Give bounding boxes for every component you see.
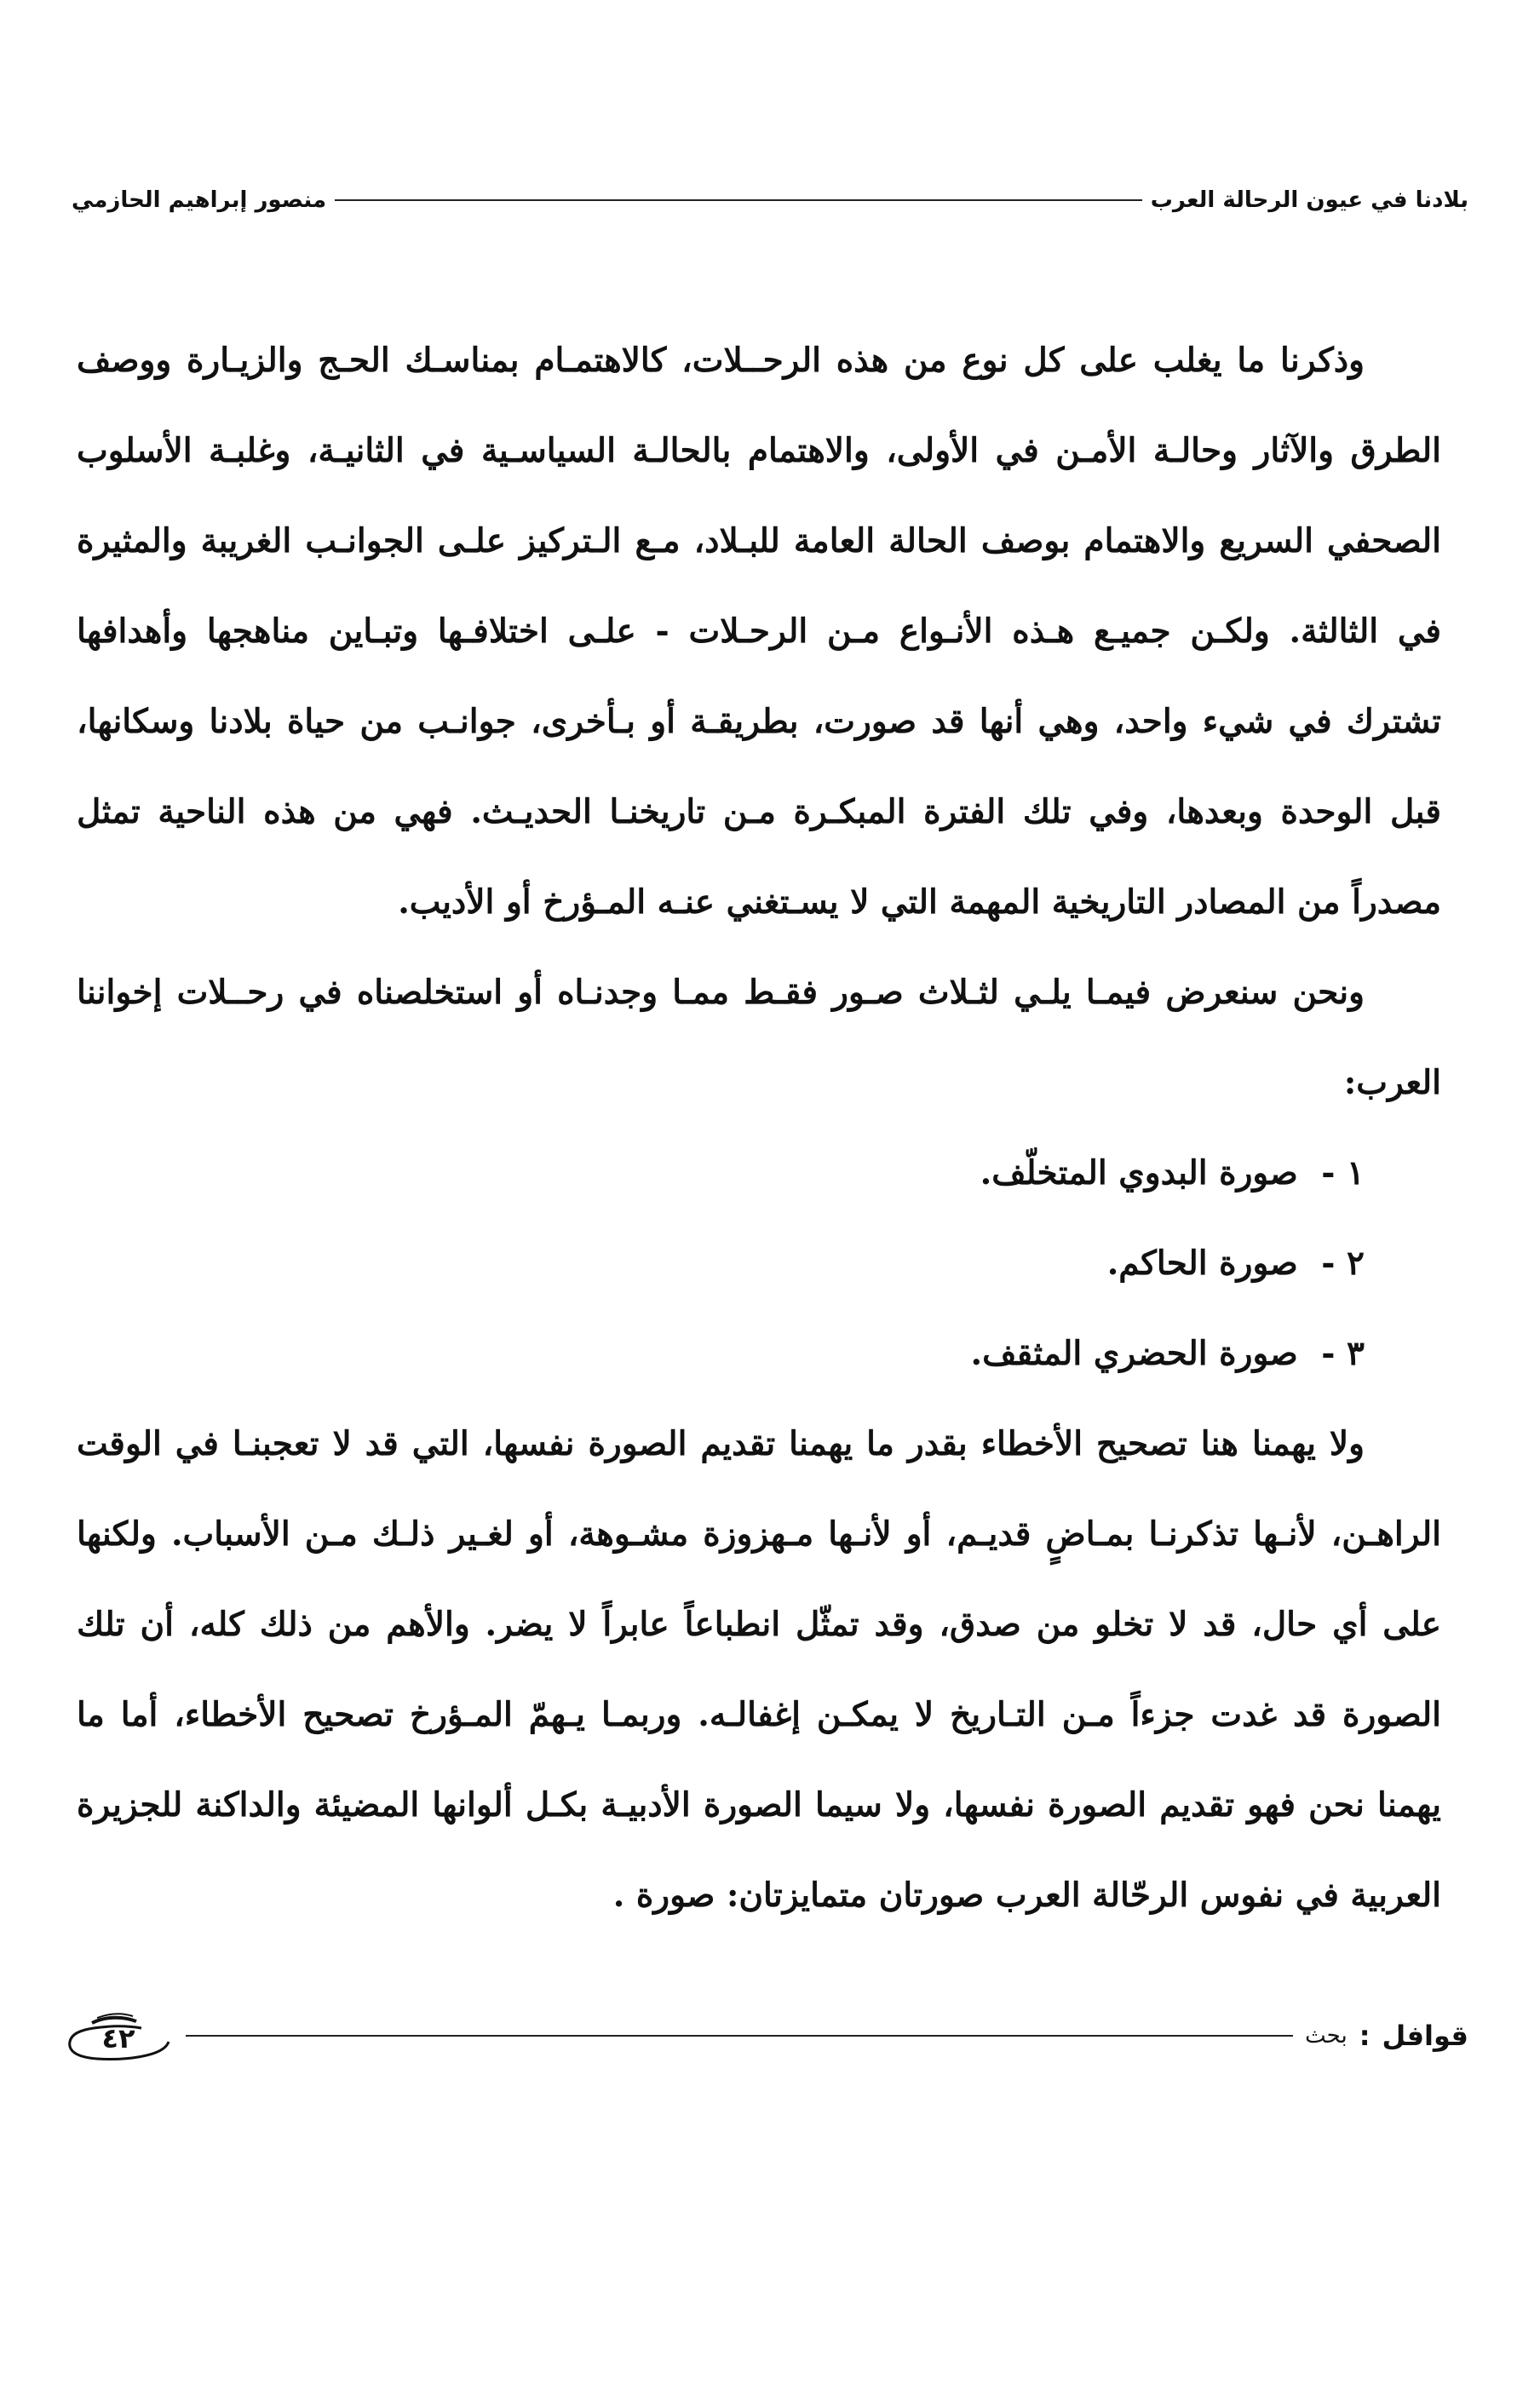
numbered-list — [77, 1128, 1441, 1399]
running-footer — [63, 2002, 1468, 2070]
list-item-text: صورة البدوي المتخلّف. — [980, 1153, 1298, 1192]
list-item-text: صورة الحضري المثقف. — [970, 1334, 1298, 1373]
paragraph: وذكرنا ما يغلب على كل نوع من هذه الرحــلات، كالاهتمـام بمناسـك الحـج والزيـارة ووصف الطرق والآثار وحالـة الأمـن في الأولى، والاهتمام بالحالـة السياسـية في الثانيـة، وغلبـة الأسلوب الصحفي السريع والاهتمام بوصف الحالة العامة للبـلاد، مـع الـتركيز علـى الجوانـب الغريبة والمثيرة في الثالثة. ولكـن جميـع هـذه الأنـواع مـن الرحـلات - علـى اختلافـها وتبـاين مناهجها وأهدافها تشترك في شيء واحد، وهي أنها قد صورت، بطريقـة أو بـأخرى، جوانـب من حياة بلادنا وسكانها، قبل الوحدة وبعدها، وفي تلك الفترة المبكـرة مـن تاريخنـا الحديـث. فهي من هذه الناحية تمثل مصدراً من المصادر التاريخية المهمة التي لا يسـتغني عنـه المـؤرخ أو الأديب. — [77, 341, 1441, 922]
author-name: منصور إبراهيم الحازمي — [72, 187, 327, 213]
footer-rule — [186, 2035, 1293, 2037]
footer-separator: : — [1359, 2020, 1370, 2052]
list-item-number: ١ - — [1321, 1153, 1365, 1192]
header-rule — [335, 199, 1142, 201]
paragraph: ونحن سنعرض فيمـا يلـي لثـلاث صـور فقـط ممـا وجدنـاه أو استخلصناه في رحــلات إخواننا العرب: — [77, 973, 1441, 1102]
book-title: بلادنا في عيون الرحالة العرب — [1150, 187, 1468, 213]
list-item — [77, 1128, 1441, 1218]
page-number: ٤٢ — [101, 2022, 135, 2055]
journal-name: قوافل — [1382, 2020, 1468, 2052]
section-label: بحث — [1305, 2023, 1348, 2049]
body-text — [77, 315, 1441, 1940]
list-item-number: ٢ - — [1321, 1244, 1365, 1283]
running-header — [72, 179, 1468, 221]
list-item — [77, 1308, 1441, 1399]
page-number-badge — [63, 2008, 174, 2064]
list-item — [77, 1218, 1441, 1308]
list-item-number: ٣ - — [1321, 1334, 1365, 1373]
list-item-text: صورة الحاكم. — [1106, 1244, 1298, 1283]
paragraph: ولا يهمنا هنا تصحيح الأخطاء بقدر ما يهمنا تقديم الصورة نفسها، التي قد لا تعجبنـا في الوقت الراهـن، لأنـها تذكرنـا بمـاضٍ قديـم، أو لأنـها مـهزوزة مشـوهة، أو لغـير ذلـك مـن الأسباب. ولكنها على أي حال، قد لا تخلو من صدق، وقد تمثّل انطباعاً عابراً لا يضر. والأهم من ذلك كله، أن تلك الصورة قد غدت جزءاً مـن التـاريخ لا يمكـن إغفالـه. وربمـا يـهمّ المـؤرخ تصحيح الأخطاء، أما ما يهمنا نحن فهو تقديم الصورة نفسها، ولا سيما الصورة الأدبيـة بكـل ألوانها المضيئة والداكنة للجزيرة العربية في نفوس الرحّالة العرب صورتان متمايزتان: صورة . — [77, 1424, 1441, 1915]
